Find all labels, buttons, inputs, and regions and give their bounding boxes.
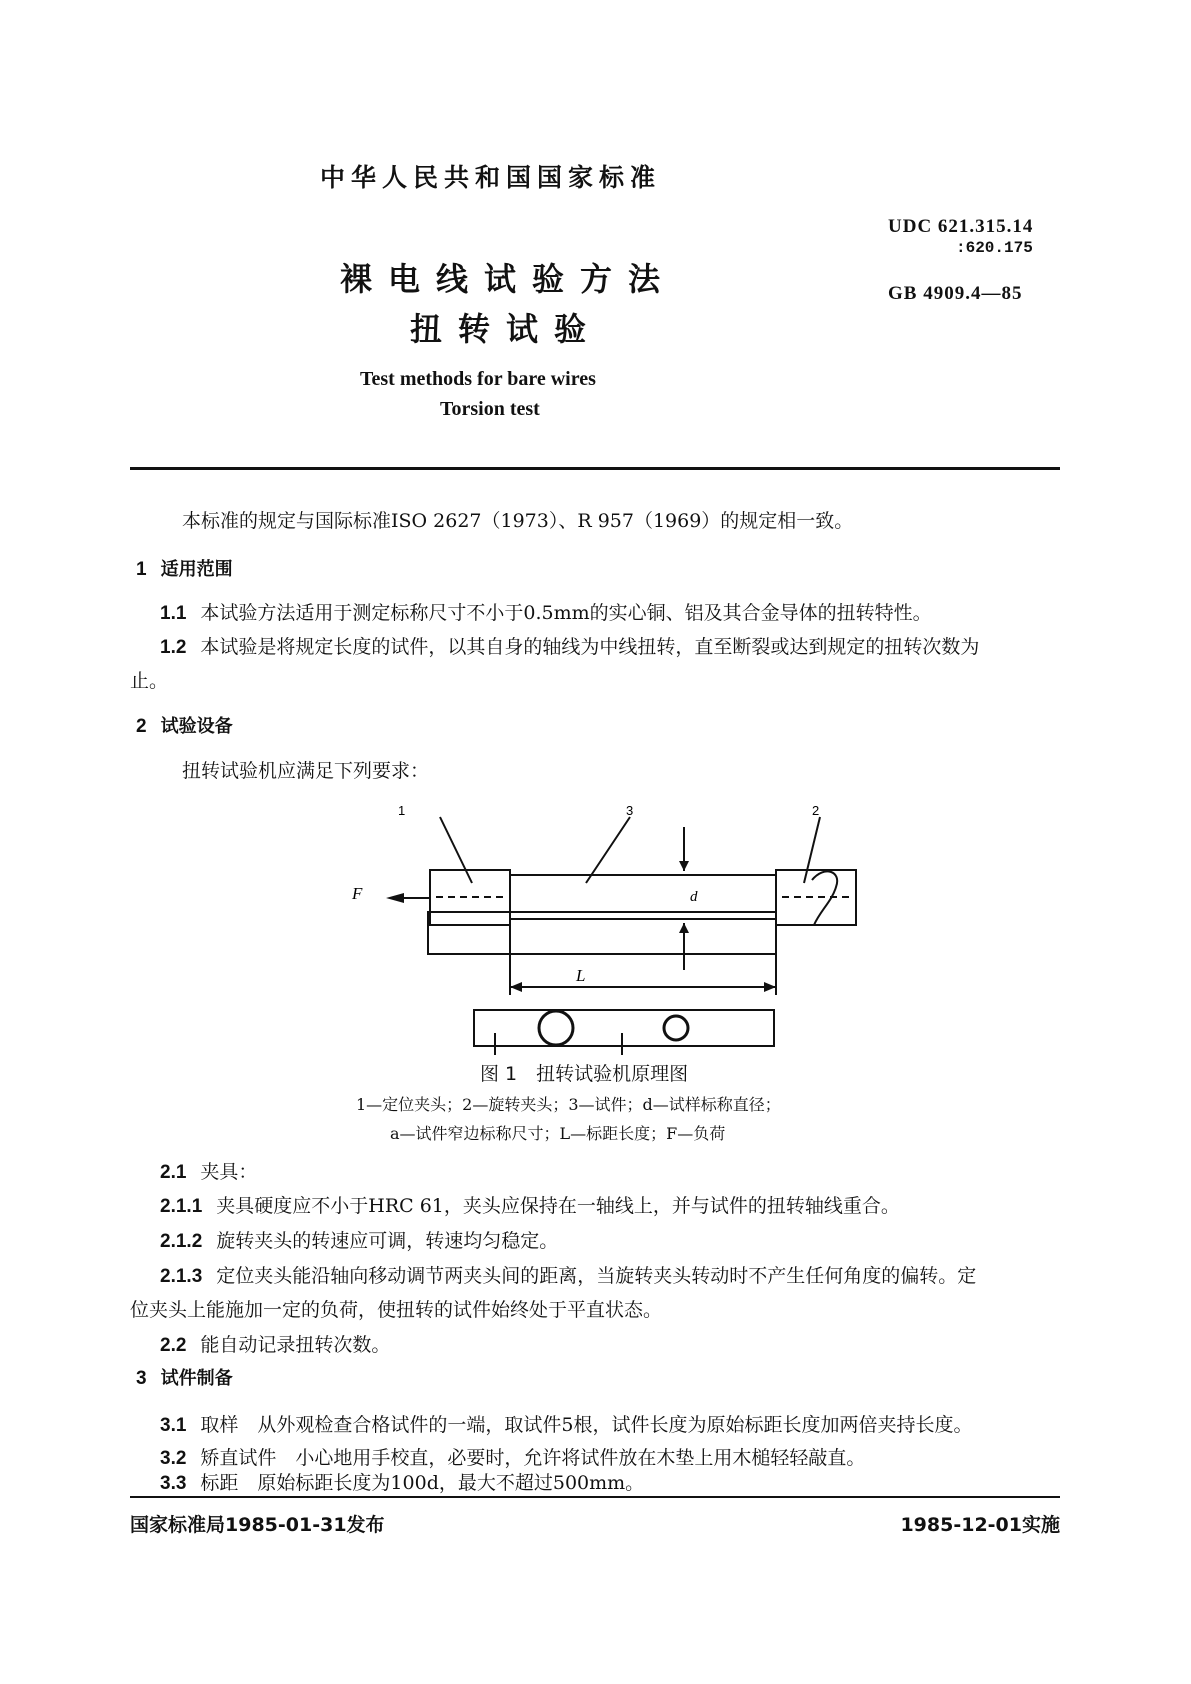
round-specimen-section	[539, 1011, 573, 1045]
clause-3-2	[160, 1443, 865, 1470]
clause-number: 2.2	[160, 1335, 187, 1356]
clause-text: 标距 原始标距长度为100d，最大不超过500mm。	[200, 1472, 645, 1494]
diameter-arrow-bottom	[679, 923, 689, 933]
clause-number: 2.1.1	[160, 1196, 203, 1217]
force-arrowhead	[386, 893, 404, 903]
clause-3-3	[160, 1468, 644, 1495]
clause-1-2	[160, 632, 979, 659]
clause-number: 3.3	[160, 1473, 187, 1494]
rotation-arrow	[812, 871, 837, 925]
clause-number: 2.1	[160, 1162, 187, 1183]
clause-2-2	[160, 1330, 390, 1357]
clause-number: 3.2	[160, 1448, 187, 1469]
length-arrow-right	[764, 982, 776, 992]
section-2-intro: 扭转试验机应满足下列要求：	[182, 760, 430, 782]
section-title: 适用范围	[160, 559, 233, 580]
section-number: 2	[136, 716, 147, 737]
clause-number: 2.1.3	[160, 1266, 203, 1287]
diameter-arrow-top	[679, 861, 689, 871]
clause-2-1	[160, 1157, 257, 1184]
clause-text: 夹具：	[200, 1161, 258, 1183]
national-standard-heading: 中华人民共和国国家标准	[320, 163, 662, 192]
udc-code: UDC 621.315.14	[888, 216, 1034, 237]
label-3: 3	[626, 803, 634, 818]
cross-section-bar	[474, 1010, 774, 1046]
label-1: 1	[398, 803, 406, 818]
header-divider	[130, 467, 1060, 470]
issued-date: 国家标准局1985-01-31发布	[130, 1514, 385, 1536]
section-title: 试验设备	[160, 716, 233, 737]
clause-1-2-cont: 止。	[130, 670, 169, 692]
section-2-heading	[136, 712, 233, 738]
title-cn-line2: 扭转试验	[410, 310, 603, 348]
clause-text: 本试验方法适用于测定标称尺寸不小于0.5mm的实心铜、铝及其合金导体的扭转特性。	[200, 602, 932, 624]
clause-1-1	[160, 598, 932, 625]
clause-text: 矫直试件 小心地用手校直，必要时，允许将试件放在木垫上用木槌轻轻敲直。	[200, 1447, 866, 1469]
clause-text: 能自动记录扭转次数。	[200, 1334, 391, 1356]
section-title: 试件制备	[160, 1368, 233, 1389]
effective-date: 1985-12-01实施	[900, 1514, 1060, 1536]
clause-number: 2.1.2	[160, 1231, 203, 1252]
clause-text: 定位夹头能沿轴向移动调节两夹头间的距离，当旋转夹头转动时不产生任何角度的偏转。定	[216, 1265, 977, 1287]
clause-text: 旋转夹头的转速应可调，转速均匀稳定。	[216, 1230, 559, 1252]
cross-section-diagram	[472, 1006, 782, 1066]
section-1-heading	[136, 555, 233, 581]
clause-number: 1.2	[160, 637, 187, 658]
section-3-heading	[136, 1364, 233, 1390]
label-force: F	[352, 884, 363, 903]
figure-legend-line2: a—试件窄边标称尺寸；L—标距长度；F—负荷	[390, 1124, 726, 1143]
intro-paragraph: 本标准的规定与国际标准ISO 2627（1973）、R 957（1969）的规定相一致。	[182, 510, 854, 532]
gb-code: GB 4909.4—85	[888, 283, 1023, 304]
flat-specimen-section	[664, 1016, 688, 1040]
clause-3-1	[160, 1410, 973, 1437]
length-arrow-left	[510, 982, 522, 992]
figure-caption: 图 1 扭转试验机原理图	[480, 1063, 689, 1085]
clause-2-1-2	[160, 1226, 558, 1253]
figure-legend-line1: 1—定位夹头；2—旋转夹头；3—试件；d—试样标称直径；	[356, 1095, 781, 1114]
clause-2-1-3-cont: 位夹头上能施加一定的负荷，使扭转的试件始终处于平直状态。	[130, 1299, 663, 1321]
title-en-line2: Torsion test	[440, 398, 540, 420]
leader-line-2	[804, 817, 820, 883]
leader-line-1	[440, 817, 472, 883]
clause-2-1-3	[160, 1261, 976, 1288]
leader-line-3	[586, 817, 630, 883]
clause-text: 本试验是将规定长度的试件，以其自身的轴线为中线扭转，直至断裂或达到规定的扭转次数为	[200, 636, 980, 658]
clause-text: 夹具硬度应不小于HRC 61，夹头应保持在一轴线上，并与试件的扭转轴线重合。	[216, 1195, 900, 1217]
clause-number: 1.1	[160, 603, 187, 624]
section-number: 1	[136, 559, 147, 580]
label-diameter: d	[690, 889, 698, 905]
label-length: L	[576, 966, 586, 985]
clause-number: 3.1	[160, 1415, 187, 1436]
udc-code-cont: :620.175	[956, 239, 1033, 257]
clause-2-1-1	[160, 1191, 900, 1218]
footer-divider	[130, 1496, 1060, 1498]
section-number: 3	[136, 1368, 147, 1389]
title-en-line1: Test methods for bare wires	[360, 368, 596, 390]
label-2: 2	[812, 803, 820, 818]
clause-text: 取样 从外观检查合格试件的一端，取试件5根，试件长度为原始标距长度加两倍夹持长度。	[200, 1414, 973, 1436]
title-cn-line1: 裸电线试验方法	[340, 260, 677, 298]
